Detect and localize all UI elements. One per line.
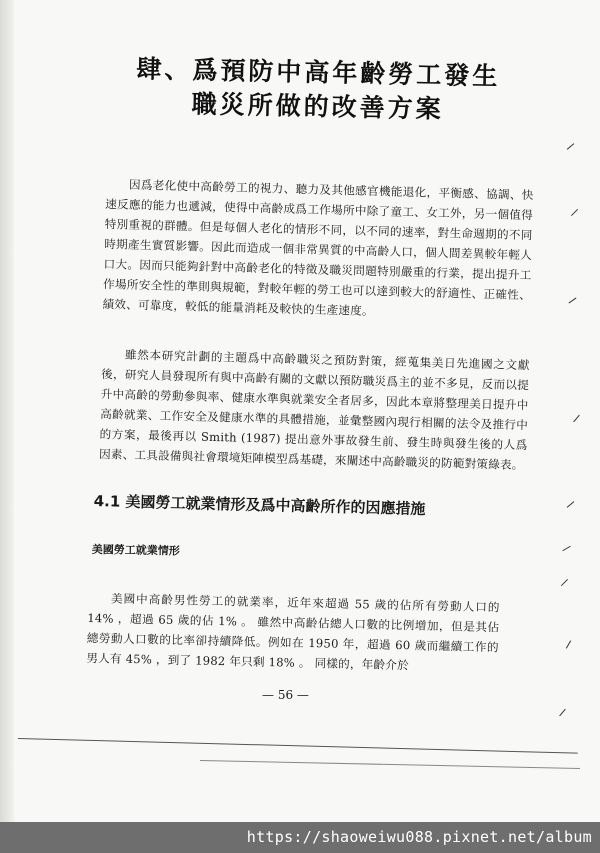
margin-mark: [562, 546, 570, 551]
watermark-bar: [0, 822, 600, 853]
watermark-url: https://shaoweiwu088.pixnet.net/album: [246, 828, 592, 846]
page-binding-shadow: [0, 0, 14, 822]
margin-mark: [561, 579, 568, 586]
margin-mark: [571, 209, 578, 216]
sub-heading: 美國勞工就業情形: [91, 542, 180, 558]
margin-mark: [569, 298, 577, 304]
body-paragraph-1: 因爲老化使中高齡勞工的視力、聽力及其他感官機能退化，平衡感、協調、快速反應的能力也遞減，使得中高齡成爲工作場所中除了童工、女工外，另一個值得特別重視的群體。但是每個人老化的情形不同，以不同的速率，對生命週期的不同時期產生實質影響。因此而造成一個非常異質的中高齡人口，個人間差異較年輕人口大。因而只能夠針對中高齡老化的特徵及職災問題特別嚴重的行業，提出提升工作場所安全性的準則與規範，對較年輕的勞工也可以達到較大的舒適性、正確性、績效、可靠度，較低的能量消耗及較快的生產速度。: [102, 177, 534, 318]
scan-edge-line-2: [200, 760, 580, 769]
body-paragraph-2: 雖然本研究計劃的主題爲中高齡職災之預防對策，經蒐集美日先進國之文獻後，研究人員發現所有與中高齡有關的文獻以預防職災爲主的並不多見，反而以提升中高齡的勞動參與率、健康水準與就業安全者居多，因此本章將整理美日提升中高齡就業、工作安全及健康水準的具體措施，並彙整國內現行相關的法令及推行中的方案，最後再以 Smith (1987) 提出意外事故發生前、發生時與發生後的人爲因素、工具設備與社會環境矩陣模型爲基礎，來闡述中高齡職災的防範對策綠表。: [98, 347, 530, 472]
margin-mark: [567, 501, 575, 508]
margin-mark: [566, 640, 571, 648]
chapter-title-line1: 肆、爲預防中高年齡勞工發生: [136, 54, 501, 91]
page-number: — 56 —: [262, 688, 309, 702]
margin-mark: [573, 415, 580, 423]
chapter-title-line2: 職災所做的改善方案: [191, 89, 444, 124]
section-heading: 4.1 美國勞工就業情形及爲中高齡所作的因應措施: [93, 491, 426, 519]
scan-edge-line: [18, 738, 578, 754]
margin-mark: [567, 143, 575, 150]
margin-mark: [559, 709, 566, 717]
body-paragraph-3: 美國中高齡男性勞工的就業率，近年來超過 55 歲的佔所有勞動人口的 14% ，超過 65 歲的佔 1% 。 雖然中高齡佔總人口數的比例增加，但是其佔總勞動人口數的比率卻持續降低。例如在 1950 年，超過 60 歲而繼續工作的男人有 45% ，到了 1982 年只剩 18% 。 同樣的，年齡介於: [86, 591, 500, 672]
chapter-title: [107, 52, 528, 129]
